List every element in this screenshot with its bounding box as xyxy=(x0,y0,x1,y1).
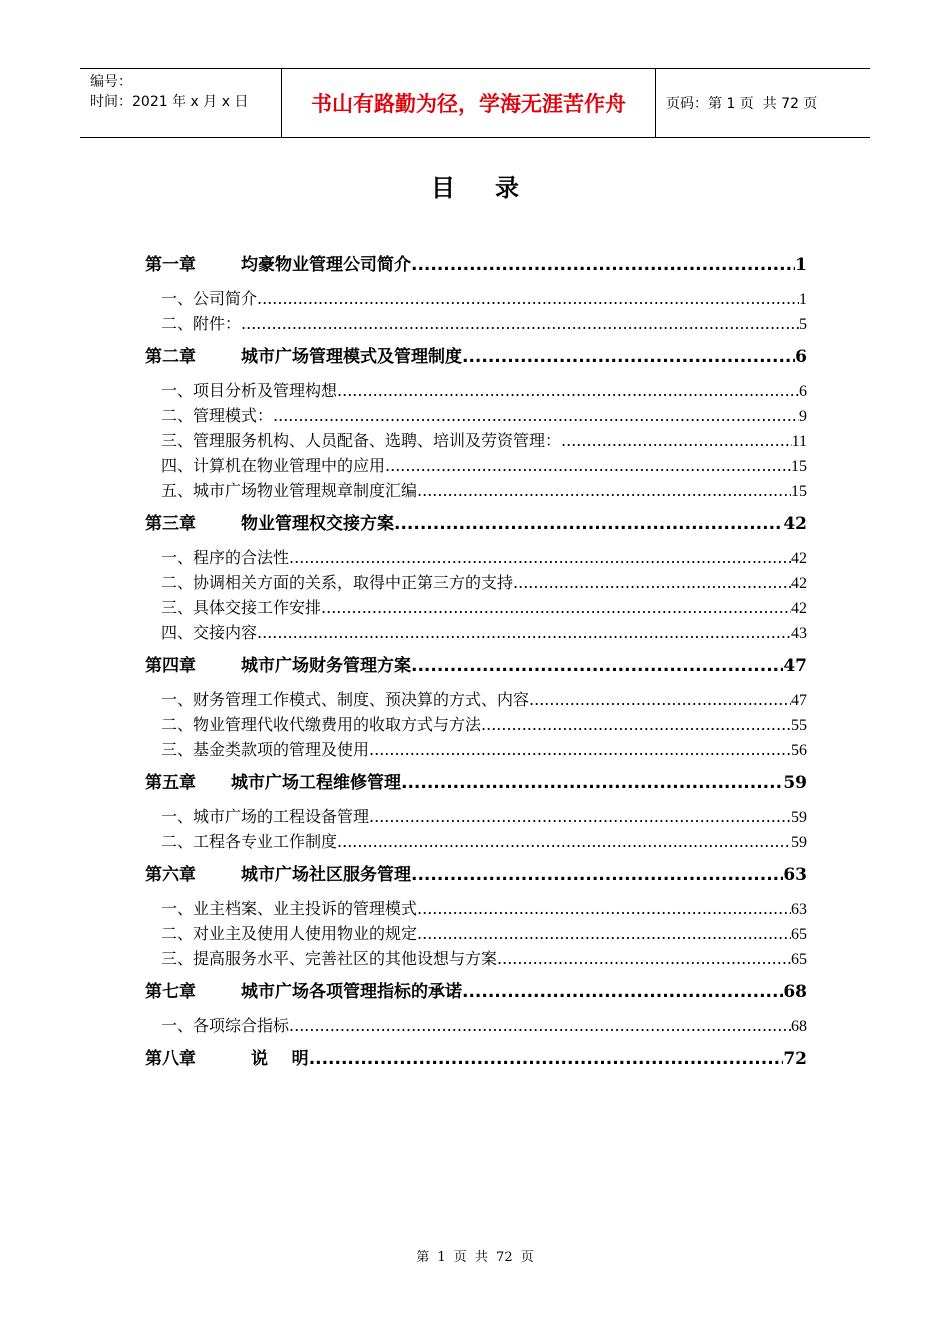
toc-section-title: 二、物业管理代收代缴费用的收取方式与方法 xyxy=(161,715,482,734)
toc-section-title: 三、管理服务机构、人员配备、选聘、培训及劳资管理： xyxy=(161,431,562,450)
toc-leader xyxy=(411,862,783,888)
toc-section[interactable] xyxy=(145,946,807,971)
toc-leader xyxy=(529,687,791,712)
toc-section-title: 二、管理模式： xyxy=(161,406,274,425)
toc-leader xyxy=(401,770,783,796)
toc-section-page: 55 xyxy=(791,717,807,734)
toc-section-title: 一、公司简介 xyxy=(161,289,258,308)
toc-section[interactable] xyxy=(145,453,807,478)
toc-section-page: 59 xyxy=(791,809,807,826)
toc-chapter-title: 城市广场财务管理方案 xyxy=(241,656,411,676)
toc-section-page: 42 xyxy=(791,575,807,592)
toc-chapter-page: 47 xyxy=(783,656,807,676)
toc-chapter[interactable] xyxy=(145,653,807,679)
toc-section-page: 43 xyxy=(791,625,807,642)
toc-section-title: 一、各项综合指标 xyxy=(161,1016,290,1035)
toc-leader xyxy=(337,378,799,403)
toc-section[interactable] xyxy=(145,829,807,854)
toc-leader xyxy=(309,1046,784,1072)
header-page-info xyxy=(656,69,870,137)
toc-section-page: 5 xyxy=(799,316,807,333)
toc-section-title: 五、城市广场物业管理规章制度汇编 xyxy=(161,481,418,500)
toc-section[interactable] xyxy=(145,428,807,453)
toc-section[interactable] xyxy=(145,1013,807,1038)
toc-section[interactable] xyxy=(145,570,807,595)
toc-chapter-page: 72 xyxy=(783,1049,807,1069)
toc-leader xyxy=(273,403,799,428)
header-motto: 书山有路勤为径，学海无涯苦作舟 xyxy=(281,69,656,137)
toc-chapter-label: 第七章 xyxy=(145,982,196,1002)
toc-leader xyxy=(411,252,795,278)
toc-chapter-title: 城市广场社区服务管理 xyxy=(241,865,411,885)
toc-section-page: 47 xyxy=(791,692,807,709)
toc-section-title: 二、对业主及使用人使用物业的规定 xyxy=(161,924,418,943)
toc-section[interactable] xyxy=(145,896,807,921)
toc-section-title: 一、业主档案、业主投诉的管理模式 xyxy=(161,899,418,918)
header-number: 编号： xyxy=(90,74,132,90)
toc-section-title: 一、财务管理工作模式、制度、预决算的方式、内容 xyxy=(161,690,530,709)
toc-chapter-label: 第二章 xyxy=(145,347,196,367)
header-time: 时间：2021 年 x 月 x 日 xyxy=(90,94,249,110)
toc-section-page: 68 xyxy=(791,1018,807,1035)
page-footer: 第 1 页 共 72 页 xyxy=(416,1250,534,1265)
page-title: 目录 xyxy=(431,174,559,202)
toc-section-page: 65 xyxy=(791,926,807,943)
toc-section-page: 15 xyxy=(791,483,807,500)
toc-section-title: 三、具体交接工作安排 xyxy=(161,598,322,617)
toc-chapter-label: 第一章 xyxy=(145,255,196,275)
page-header xyxy=(80,68,870,138)
toc-section[interactable] xyxy=(145,378,807,403)
toc-section-page: 59 xyxy=(791,834,807,851)
toc-leader xyxy=(481,712,791,737)
toc-leader xyxy=(561,428,792,453)
toc-chapter-page: 59 xyxy=(783,773,807,793)
toc-section-title: 一、项目分析及管理构想 xyxy=(161,381,338,400)
toc-chapter-label: 第六章 xyxy=(145,865,196,885)
toc-chapter-page: 42 xyxy=(783,514,807,534)
toc-leader xyxy=(321,595,791,620)
toc-section-title: 一、程序的合法性 xyxy=(161,548,290,567)
toc-chapter[interactable] xyxy=(145,862,807,888)
toc-leader xyxy=(462,344,795,370)
toc-leader xyxy=(497,946,791,971)
toc-chapter-title: 城市广场管理模式及管理制度 xyxy=(241,347,462,367)
toc-leader xyxy=(417,921,791,946)
toc-section-page: 42 xyxy=(791,600,807,617)
toc-leader xyxy=(289,1013,791,1038)
toc-section-page: 42 xyxy=(791,550,807,567)
toc-section-title: 二、附件： xyxy=(161,314,242,333)
toc-section[interactable] xyxy=(145,737,807,762)
toc-section-title: 三、提高服务水平、完善社区的其他设想与方案 xyxy=(161,949,498,968)
toc-section[interactable] xyxy=(145,545,807,570)
toc-section[interactable] xyxy=(145,620,807,645)
toc-section-title: 二、协调相关方面的关系，取得中正第三方的支持 xyxy=(161,573,514,592)
toc-leader xyxy=(394,511,783,537)
toc-section[interactable] xyxy=(145,804,807,829)
toc-leader xyxy=(417,896,791,921)
toc-chapter-title: 城市广场工程维修管理 xyxy=(231,773,401,793)
toc-chapter[interactable] xyxy=(145,1046,807,1072)
toc-chapter-label: 第五章 xyxy=(145,773,196,793)
toc-section[interactable] xyxy=(145,311,807,336)
toc-section-title: 二、工程各专业工作制度 xyxy=(161,832,338,851)
toc-section-page: 15 xyxy=(791,458,807,475)
toc-section-title: 一、城市广场的工程设备管理 xyxy=(161,807,370,826)
toc-chapter-label: 第四章 xyxy=(145,656,196,676)
toc-chapter[interactable] xyxy=(145,770,807,796)
toc-chapter-title: 均豪物业管理公司简介 xyxy=(241,255,411,275)
toc-chapter-page: 6 xyxy=(795,347,807,367)
toc-leader xyxy=(369,737,791,762)
toc-section[interactable] xyxy=(145,712,807,737)
toc-leader xyxy=(385,453,791,478)
toc-section-page: 9 xyxy=(799,408,807,425)
toc-section[interactable] xyxy=(145,595,807,620)
toc-section-title: 三、基金类款项的管理及使用 xyxy=(161,740,370,759)
toc-chapter-label: 第三章 xyxy=(145,514,196,534)
toc-leader xyxy=(257,620,791,645)
toc-chapter-title: 城市广场各项管理指标的承诺 xyxy=(241,982,462,1002)
toc-leader xyxy=(513,570,791,595)
toc-chapter-page: 68 xyxy=(783,982,807,1002)
toc-chapter[interactable] xyxy=(145,979,807,1005)
toc-section[interactable] xyxy=(145,921,807,946)
header-info xyxy=(80,69,281,137)
toc-leader xyxy=(462,979,783,1005)
table-of-contents xyxy=(145,252,807,1080)
toc-leader xyxy=(411,653,783,679)
toc-section[interactable] xyxy=(145,687,807,712)
toc-chapter-title: 说 明 xyxy=(251,1049,309,1069)
toc-chapter[interactable] xyxy=(145,252,807,278)
toc-chapter-title: 物业管理权交接方案 xyxy=(241,514,394,534)
toc-section[interactable] xyxy=(145,286,807,311)
toc-section-page: 56 xyxy=(791,742,807,759)
toc-chapter[interactable] xyxy=(145,511,807,537)
toc-section-page: 6 xyxy=(799,383,807,400)
toc-chapter-page: 63 xyxy=(783,865,807,885)
header-page-text: 页码：第 1 页 共 72 页 xyxy=(666,96,818,112)
toc-leader xyxy=(337,829,791,854)
toc-section-page: 11 xyxy=(791,433,807,450)
toc-chapter-label: 第八章 xyxy=(145,1049,196,1069)
toc-leader xyxy=(241,311,799,336)
toc-chapter-page: 1 xyxy=(795,255,807,275)
toc-section-title: 四、计算机在物业管理中的应用 xyxy=(161,456,386,475)
toc-section[interactable] xyxy=(145,403,807,428)
toc-chapter[interactable] xyxy=(145,344,807,370)
toc-section-page: 1 xyxy=(799,291,807,308)
toc-section[interactable] xyxy=(145,478,807,503)
toc-leader xyxy=(417,478,791,503)
toc-leader xyxy=(369,804,791,829)
toc-section-title: 四、交接内容 xyxy=(161,623,258,642)
toc-leader xyxy=(257,286,799,311)
toc-leader xyxy=(289,545,791,570)
toc-section-page: 65 xyxy=(791,951,807,968)
toc-section-page: 63 xyxy=(791,901,807,918)
